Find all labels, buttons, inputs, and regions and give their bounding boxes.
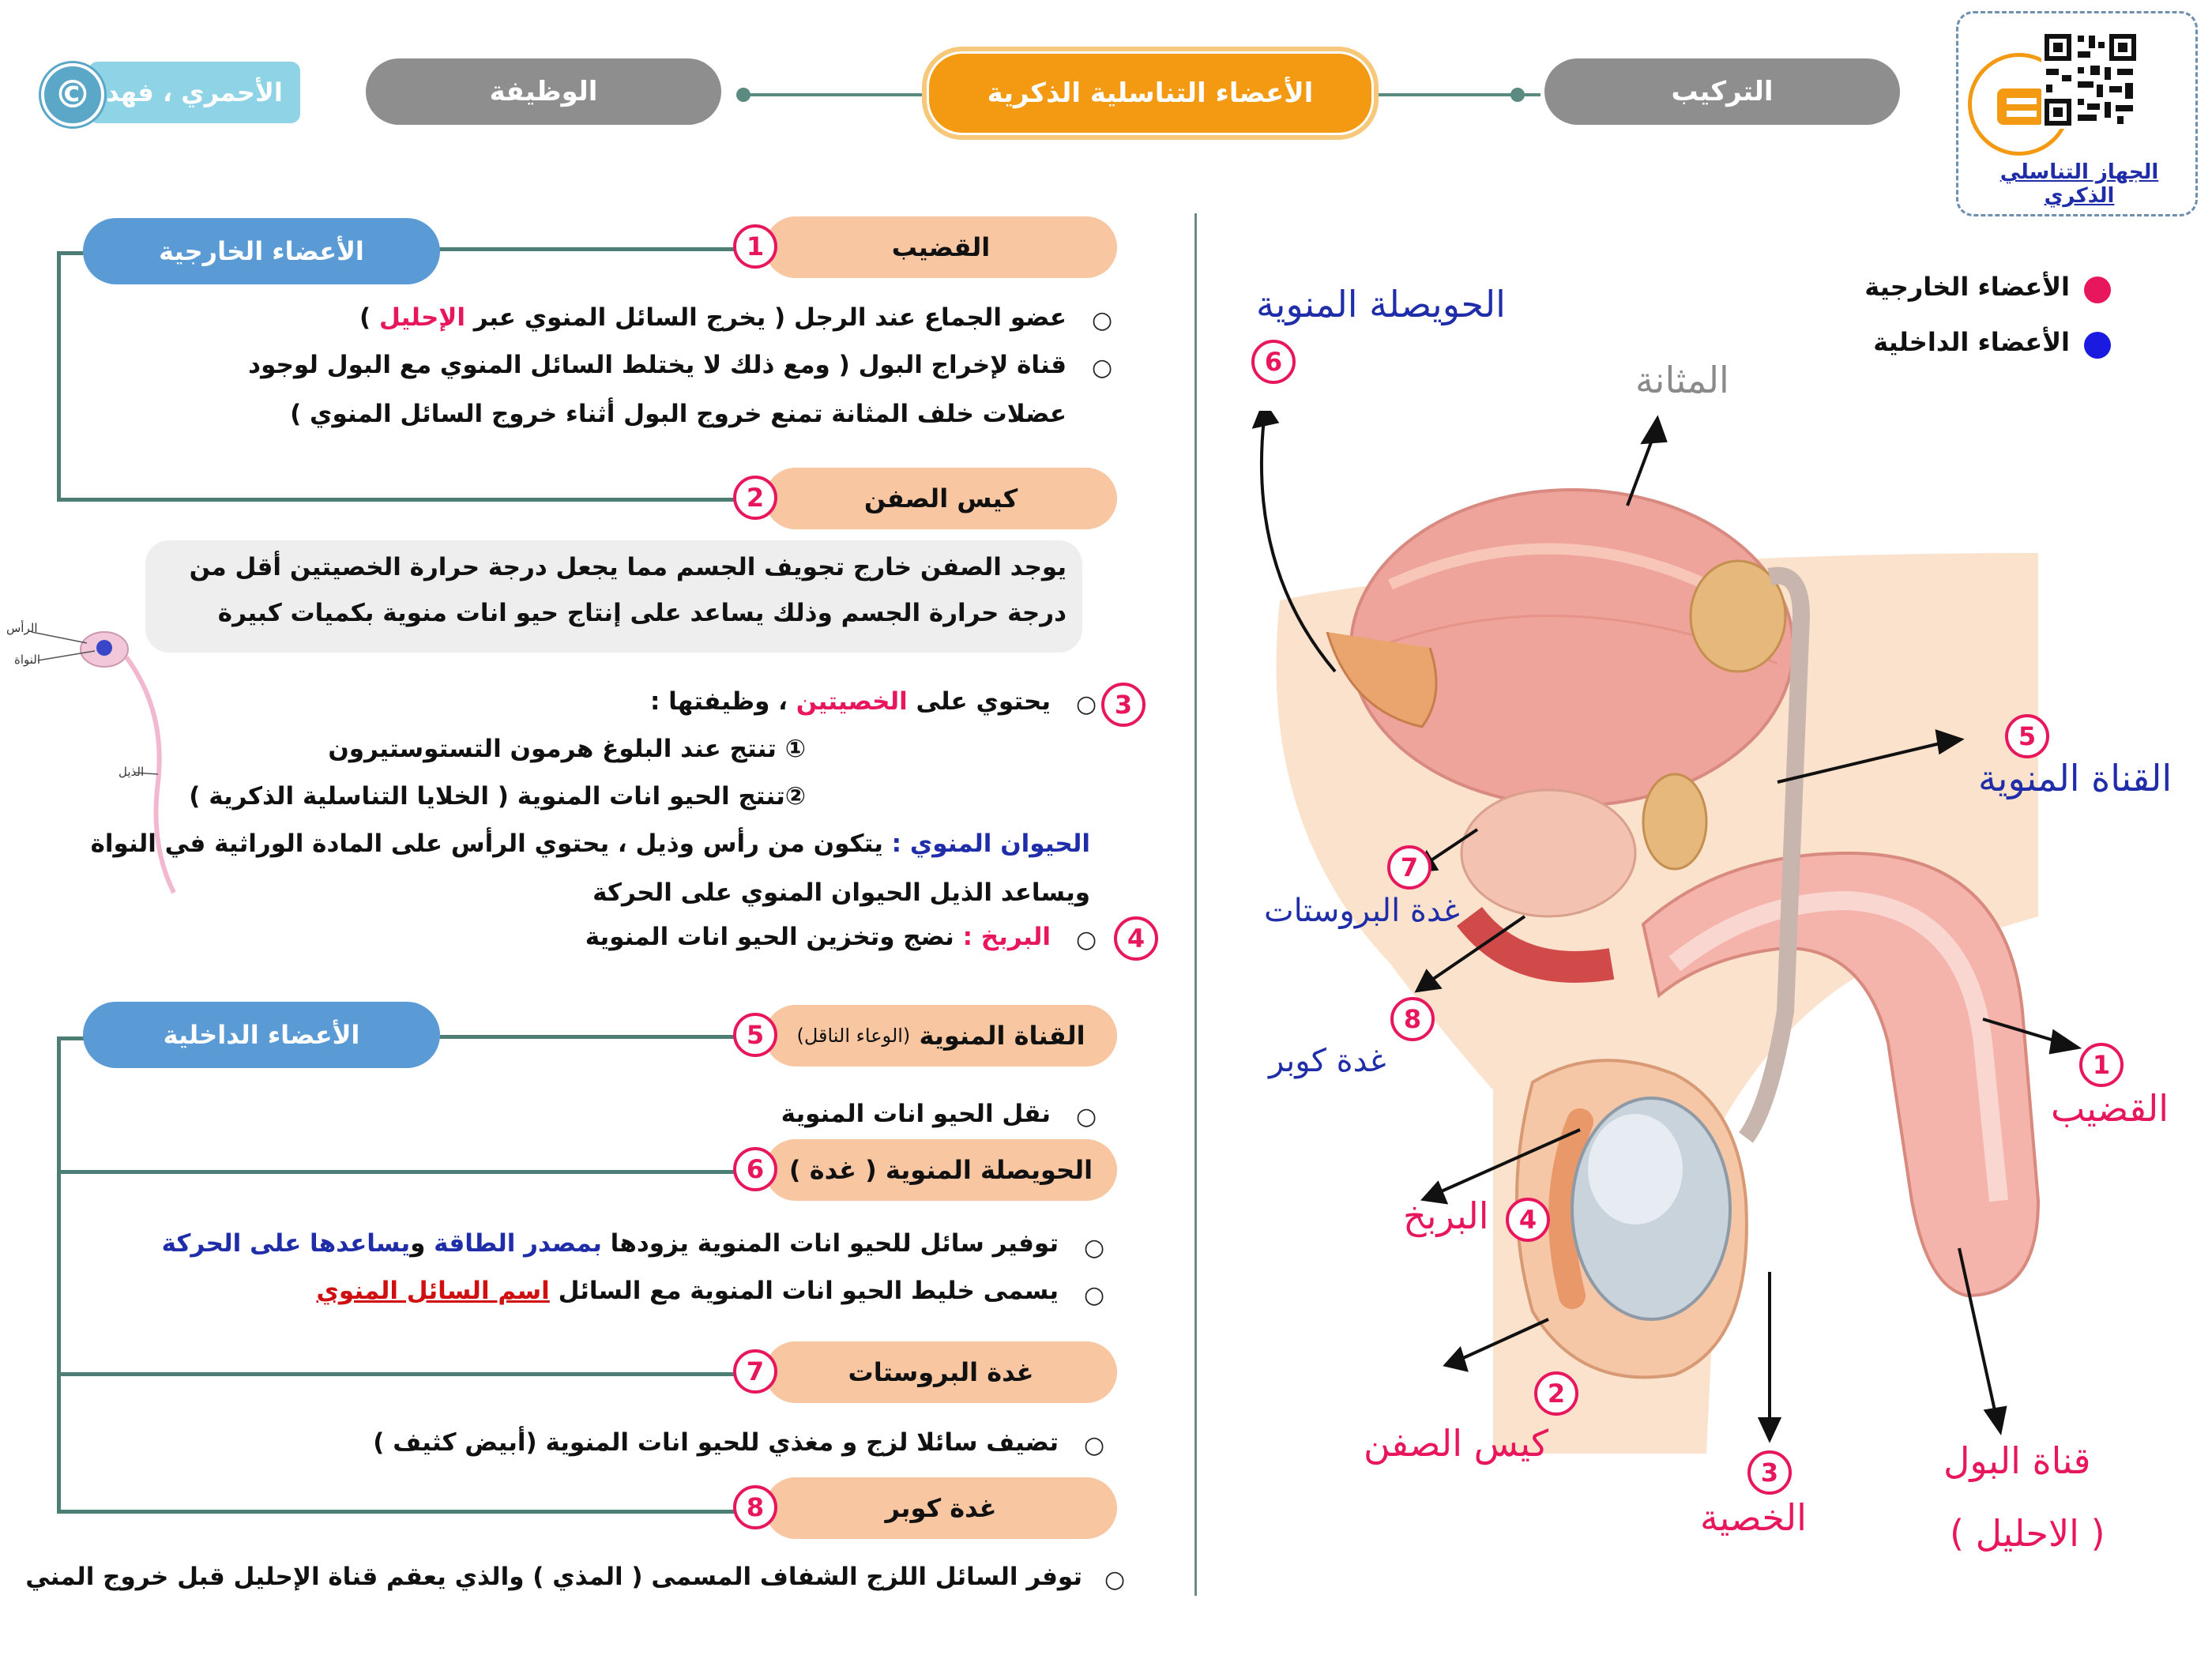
scrotum-title: كيس الصفن <box>765 468 1117 529</box>
sperm-label-head: الرأس <box>6 621 38 635</box>
bullet: ○ <box>1076 690 1097 718</box>
column-divider <box>1194 213 1197 1596</box>
diagram-badge-5: 5 <box>2005 714 2049 758</box>
label-vas-deferens: القناة المنوية <box>1978 757 2172 799</box>
number-badge-6: 6 <box>733 1147 777 1191</box>
bullet: ○ <box>1092 354 1113 382</box>
epididymis-line: البربخ : نضج وتخزين الحيو انات المنوية <box>585 923 1051 951</box>
legend-internal-dot <box>2084 332 2111 359</box>
number-badge-8: 8 <box>733 1485 777 1529</box>
tab-male-organs[interactable]: الأعضاء التناسلية الذكرية <box>927 51 1374 135</box>
tab-function[interactable]: الوظيفة <box>366 58 721 125</box>
testis-function-1: ① تنتج عند البلوغ هرمون التستوستيرون <box>328 735 806 763</box>
label-epididymis: البربخ <box>1403 1194 1489 1237</box>
bullet: ○ <box>1092 307 1113 334</box>
number-badge-5: 5 <box>733 1013 777 1057</box>
penis-line-3: عضلات خلف المثانة تمنع خروج البول أثناء خروج السائل المنوي ) <box>290 400 1066 428</box>
number-badge-4: 4 <box>1114 916 1158 961</box>
bracket-line-5 <box>427 1035 766 1039</box>
label-cowper: غدة كوبر <box>1269 1043 1386 1079</box>
qr-code-icon <box>2041 31 2139 129</box>
legend-internal-label: الأعضاء الداخلية <box>1873 327 2070 357</box>
sperm-definition: الحيوان المنوي : يتكون من رأس وذيل ، يحتوي الرأس على المادة الوراثية في النواة <box>90 830 1090 858</box>
scrotum-box-line-1: يوجد الصفن خارج تجويف الجسم مما يجعل درجة حرارة الخصيتين أقل من <box>189 553 1066 581</box>
vesicle-line-2: يسمى خليط الحيو انات المنوية مع السائل اسم السائل المنوي <box>316 1277 1059 1305</box>
anatomy-diagram <box>1232 411 2125 1485</box>
vas-line: نقل الحيو انات المنوية <box>781 1100 1051 1128</box>
number-badge-7: 7 <box>733 1349 777 1394</box>
diagram-badge-6: 6 <box>1251 340 1296 384</box>
testis-line: يحتوي على الخصيتين ، وظيفتها : <box>649 687 1051 716</box>
bullet: ○ <box>1084 1234 1105 1262</box>
label-scrotum: كيس الصفن <box>1364 1422 1549 1465</box>
number-badge-3: 3 <box>1101 683 1146 727</box>
bracket-line-7 <box>57 1372 768 1376</box>
copyright-icon: © <box>41 63 104 126</box>
scrotum-box-line-2: درجة حرارة الجسم وذلك يساعد على إنتاج حيو انات منوية بكميات كبيرة <box>217 599 1066 627</box>
label-testis: الخصية <box>1700 1496 1807 1539</box>
author-badge: الأحمري ، فهد <box>88 62 300 123</box>
bracket-line-1 <box>427 247 766 251</box>
penis-title: القضيب <box>765 216 1117 278</box>
external-organs-title: الأعضاء الخارجية <box>83 218 440 284</box>
penis-line-2: قناة لإخراج البول ( ومع ذلك لا يختلط السائل المنوي مع البول لوجود <box>248 351 1066 379</box>
bullet: ○ <box>1104 1566 1126 1593</box>
number-badge-1: 1 <box>733 224 777 269</box>
legend-external-dot <box>2084 276 2111 303</box>
diagram-badge-2: 2 <box>1534 1371 1578 1416</box>
label-urethra: قناة البول <box>1943 1439 2091 1482</box>
bracket-line-2 <box>57 498 768 502</box>
prostate-title: غدة البروستات <box>765 1341 1117 1403</box>
bullet: ○ <box>1076 1103 1097 1130</box>
testis-function-2: ②تنتج الحيو انات المنوية ( الخلايا التناسلية الذكرية ) <box>189 782 806 811</box>
sperm-label-nucleus: النواة <box>14 653 41 667</box>
diagram-badge-7: 7 <box>1387 845 1431 890</box>
bracket-line-6 <box>57 1170 768 1174</box>
label-urethra-alt: ( الاحليل ) <box>1950 1512 2105 1555</box>
diagram-badge-4: 4 <box>1506 1198 1550 1242</box>
sperm-definition-2: ويساعد الذيل الحيوان المنوي على الحركة <box>592 878 1090 907</box>
bullet: ○ <box>1084 1281 1105 1309</box>
cowper-line: توفر السائل اللزج الشفاف المسمى ( المذي ) والذي يعقم قناة الإحليل قبل خروج المني <box>25 1563 1082 1591</box>
tab-structure[interactable]: التركيب <box>1544 58 1900 125</box>
vesicle-title: الحويصلة المنوية ( غدة ) <box>765 1139 1117 1201</box>
label-bladder: المثانة <box>1635 359 1729 401</box>
connector-dot-left <box>736 88 750 102</box>
diagram-badge-3: 3 <box>1747 1450 1792 1495</box>
sperm-label-tail: الذيل <box>118 765 145 779</box>
internal-organs-title: الأعضاء الداخلية <box>83 1002 440 1068</box>
number-badge-2: 2 <box>733 476 777 520</box>
qr-box[interactable] <box>1956 11 2198 216</box>
bullet: ○ <box>1076 926 1097 954</box>
label-penis: القضيب <box>2051 1087 2169 1130</box>
diagram-badge-1: 1 <box>2079 1043 2124 1087</box>
internal-bracket <box>57 1036 61 1514</box>
label-seminal-vesicle: الحويصلة المنوية <box>1256 283 1506 325</box>
vas-title: القناة المنوية (الوعاء الناقل) <box>765 1005 1117 1066</box>
cowper-title: غدة كوبر <box>765 1477 1117 1539</box>
bracket-line-8 <box>57 1510 768 1514</box>
connector-dot-right <box>1510 88 1525 102</box>
label-prostate: غدة البروستات <box>1264 893 1460 929</box>
legend-external-label: الأعضاء الخارجية <box>1864 272 2070 302</box>
qr-caption[interactable]: الجهاز التناسلي الذكري <box>1999 160 2159 208</box>
penis-line-1: عضو الجماع عند الرجل ( يخرج السائل المنوي عبر الإحليل ) <box>359 303 1066 332</box>
prostate-line: تضيف سائلا لزج و مغذي للحيو انات المنوية (أبيض كثيف ) <box>373 1428 1059 1457</box>
diagram-badge-8: 8 <box>1390 997 1435 1041</box>
sperm-illustration <box>16 616 213 901</box>
external-bracket <box>57 251 61 501</box>
bullet: ○ <box>1084 1431 1105 1459</box>
vesicle-line-1: توفير سائل للحيو انات المنوية يزودها بمصدر الطاقة ويساعدها على الحركة <box>161 1229 1059 1258</box>
